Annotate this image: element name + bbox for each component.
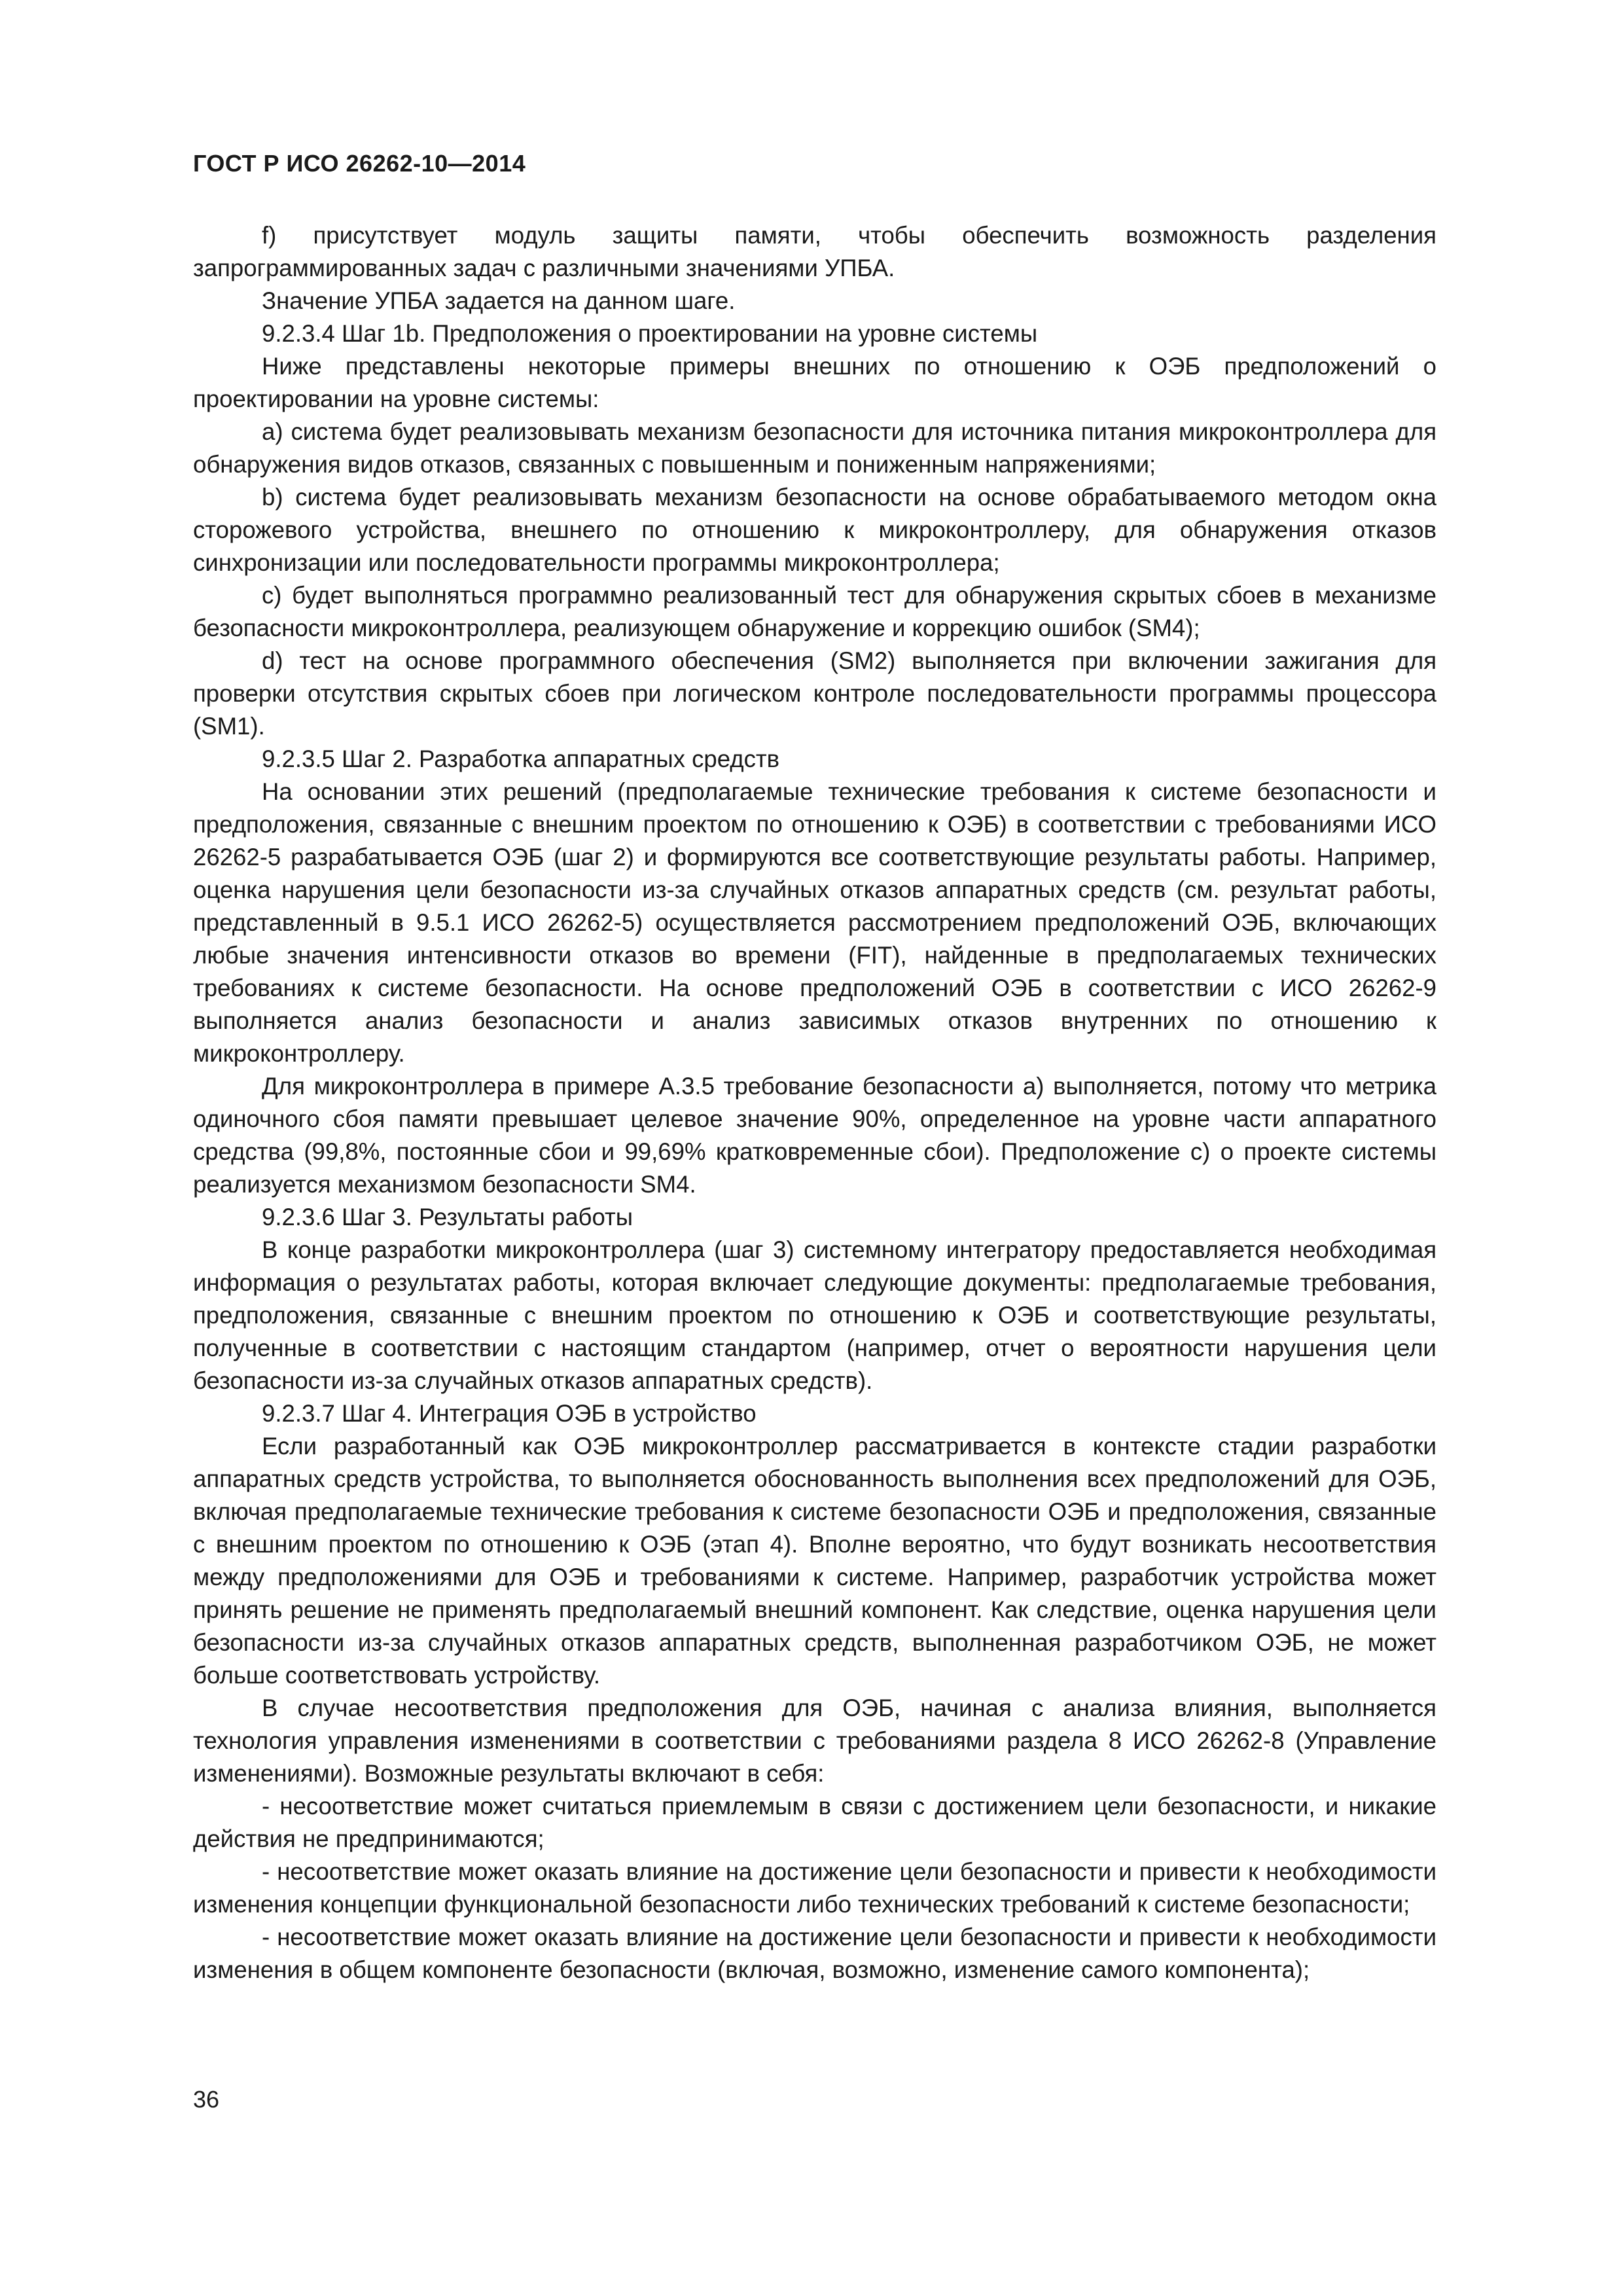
paragraph: На основании этих решений (предполагаемые технические требования к системе безопасности и предположения, связанные с внешним проектом по отношению к ОЭБ) в соответствии с требованиями ИСО 26262-5 разрабатывается ОЭБ (шаг 2) и формируются все соответствующие результаты работы. Например, оценка нарушения цели безопасности из-за случайных отказов аппаратных средств (см. результат работы, представленный в 9.5.1 ИСО 26262-5) осуществляется рассмотрением предположений ОЭБ, включающих любые значения интенсивности отказов во времени (FIT), найденные в предполагаемых технических требованиях к системе безопасности. На основе предположений ОЭБ в соответствии с ИСО 26262-9 выполняется анализ безопасности и анализ зависимых отказов внутренних по отношению к микроконтроллеру. xyxy=(193,778,1436,1067)
paragraph: Для микроконтроллера в примере А.3.5 требование безопасности a) выполняется, потому что метрика одиночного сбоя памяти превышает целевое значение 90%, определенное на уровне части аппаратного средства (99,8%, постоянные сбои и 99,69% кратковременные сбои). Предположение c) о проекте системы реализуется механизмом безопасности SM4. xyxy=(193,1073,1436,1198)
list-item: b) система будет реализовывать механизм безопасности на основе обрабатываемого методом окна сторожевого устройства, внешнего по отношению к микроконтроллеру, для обнаружения отказов синхронизации или последовательности программы микроконтроллера; xyxy=(193,484,1436,576)
paragraph: В случае несоответствия предположения для ОЭБ, начиная с анализа влияния, выполняется технология управления изменениями в соответствии с требованиями раздела 8 ИСО 26262-8 (Управление изменениями). Возможные результаты включают в себя: xyxy=(193,1695,1436,1787)
paragraph: f) присутствует модуль защиты памяти, чтобы обеспечить возможность разделения запрограммированных задач с различными значениями УПБА. xyxy=(193,222,1436,281)
section-heading: 9.2.3.6 Шаг 3. Результаты работы xyxy=(262,1204,633,1230)
list-item: d) тест на основе программного обеспечения (SM2) выполняется при включении зажигания для проверки отсутствия скрытых сбоев при логическом контроле последовательности программы процессора (SM1). xyxy=(193,647,1436,740)
paragraph: Ниже представлены некоторые примеры внешних по отношению к ОЭБ предположений о проектировании на уровне системы: xyxy=(193,353,1436,412)
list-item: a) система будет реализовывать механизм безопасности для источника питания микроконтроллера для обнаружения видов отказов, связанных с повышенным и пониженным напряжениями; xyxy=(193,418,1436,478)
page-number: 36 xyxy=(193,2086,220,2113)
document-header: ГОСТ Р ИСО 26262-10—2014 xyxy=(193,150,526,177)
list-item: c) будет выполняться программно реализованный тест для обнаружения скрытых сбоев в механизме безопасности микроконтроллера, реализующем обнаружение и коррекцию ошибок (SM4); xyxy=(193,582,1436,641)
paragraph: Значение УПБА задается на данном шаге. xyxy=(262,287,736,314)
section-heading: 9.2.3.5 Шаг 2. Разработка аппаратных средств xyxy=(262,745,780,772)
paragraph: В конце разработки микроконтроллера (шаг 3) системному интегратору предоставляется необходимая информация о результатах работы, которая включает следующие документы: предполагаемые требования, предположения, связанные с внешним проектом по отношению к ОЭБ и соответствующие результаты, полученные в соответствии с настоящим стандартом (например, отчет о вероятности нарушения цели безопасности из-за случайных отказов аппаратных средств). xyxy=(193,1236,1436,1394)
section-heading: 9.2.3.4 Шаг 1b. Предположения о проектировании на уровне системы xyxy=(262,320,1038,347)
list-item: - несоответствие может оказать влияние на достижение цели безопасности и привести к необходимости изменения концепции функциональной безопасности либо технических требований к системе безопасности; xyxy=(193,1858,1436,1918)
body-text xyxy=(193,219,1436,1986)
paragraph: Если разработанный как ОЭБ микроконтроллер рассматривается в контексте стадии разработки аппаратных средств устройства, то выполняется обоснованность выполнения всех предположений для ОЭБ, включая предполагаемые технические требования к системе безопасности ОЭБ и предположения, связанные с внешним проектом по отношению к ОЭБ (этап 4). Вполне вероятно, что будут возникать несоответствия между предположениями для ОЭБ и требованиями к системе. Например, разработчик устройства может принять решение не применять предполагаемый внешний компонент. Как следствие, оценка нарушения цели безопасности из-за случайных отказов аппаратных средств, выполненная разработчиком ОЭБ, не может больше соответствовать устройству. xyxy=(193,1433,1436,1689)
section-heading: 9.2.3.7 Шаг 4. Интеграция ОЭБ в устройство xyxy=(262,1400,757,1427)
list-item: - несоответствие может считаться приемлемым в связи с достижением цели безопасности, и никакие действия не предпринимаются; xyxy=(193,1793,1436,1852)
list-item: - несоответствие может оказать влияние на достижение цели безопасности и привести к необходимости изменения в общем компоненте безопасности (включая, возможно, изменение самого компонента); xyxy=(193,1924,1436,1983)
